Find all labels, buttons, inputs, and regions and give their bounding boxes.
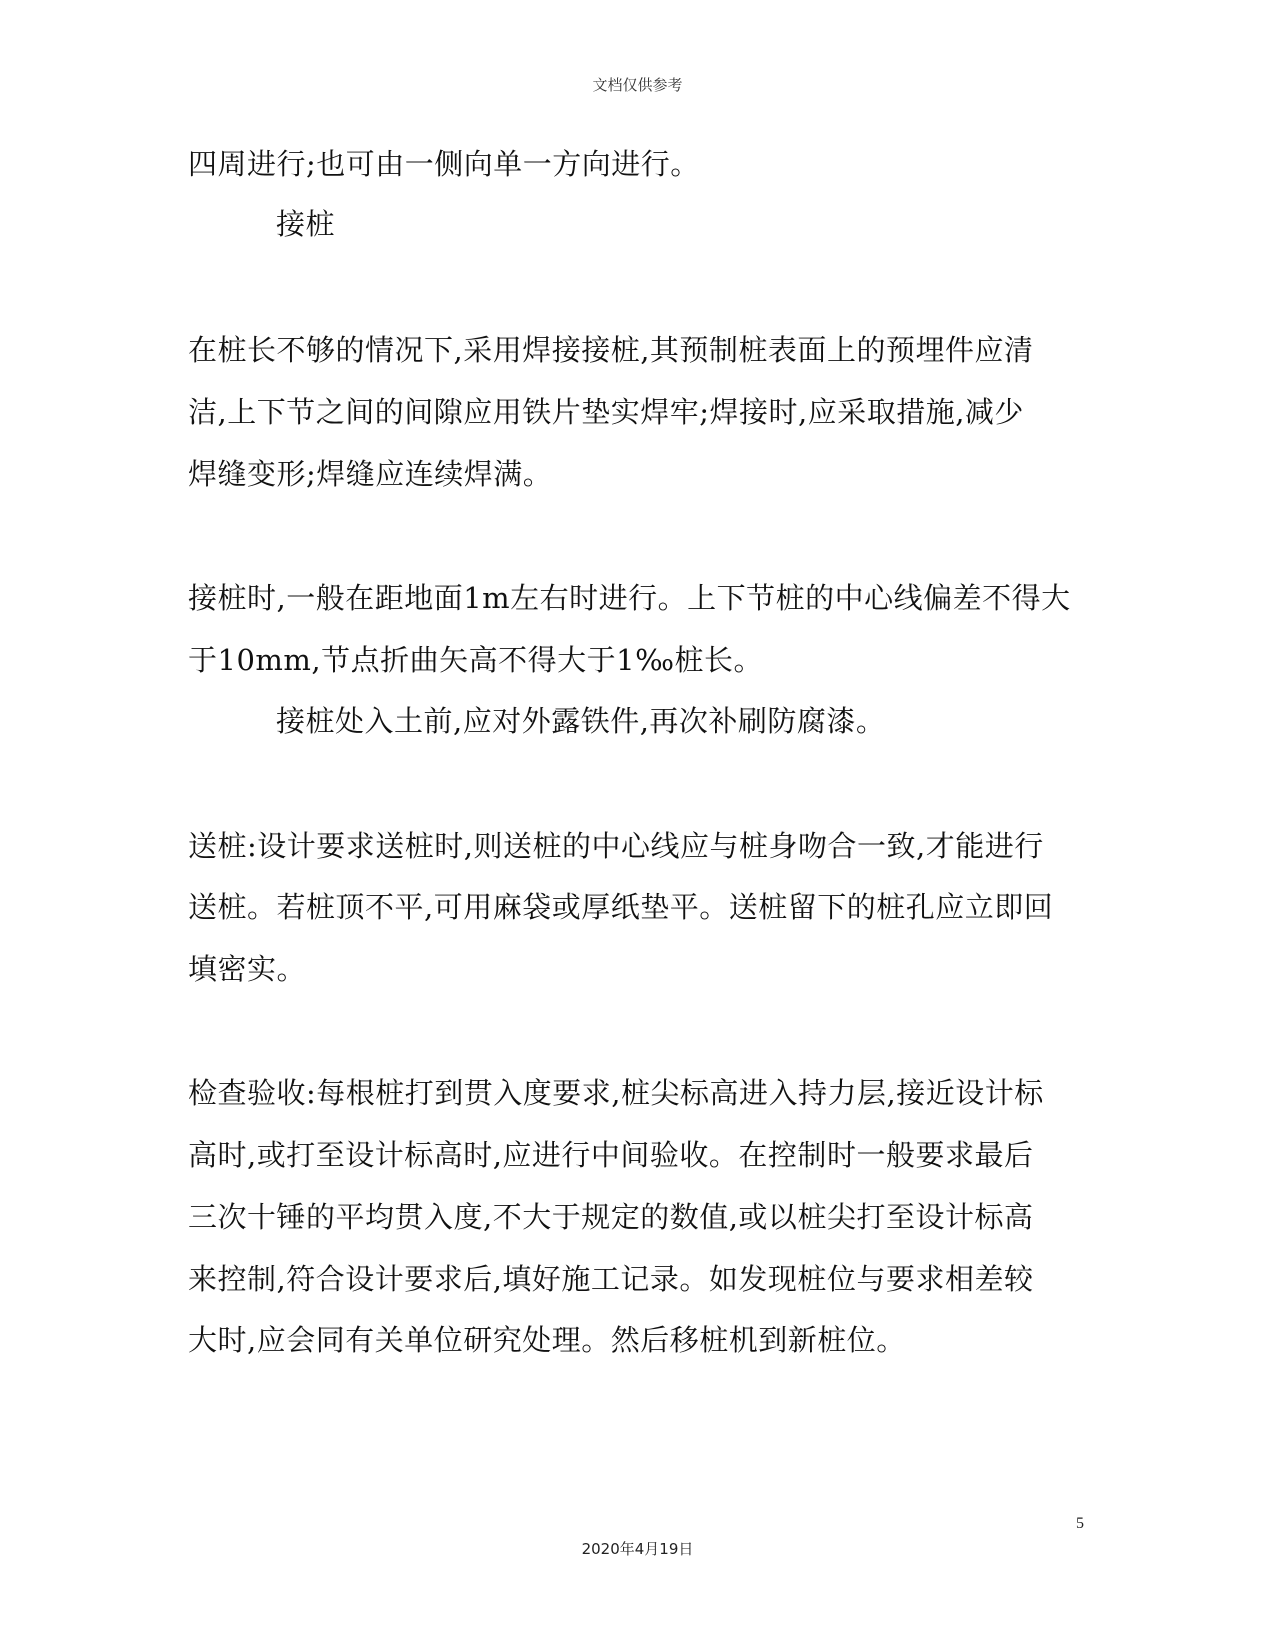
body-line: 三次十锤的平均贯入度,不大于规定的数值,或以桩尖打至设计标高 xyxy=(188,1200,1034,1234)
section-heading: 接桩 xyxy=(276,207,336,241)
body-line: 来控制,符合设计要求后,填好施工记录。如发现桩位与要求相差较 xyxy=(188,1262,1034,1296)
body-line: 送桩:设计要求送桩时,则送桩的中心线应与桩身吻合一致,才能进行 xyxy=(188,829,1044,863)
body-line: 大时,应会同有关单位研究处理。然后移桩机到新桩位。 xyxy=(188,1323,906,1357)
body-line: 四周进行;也可由一侧向单一方向进行。 xyxy=(188,147,700,181)
body-line: 接桩处入土前,应对外露铁件,再次补刷防腐漆。 xyxy=(276,704,886,738)
page-header: 文档仅供参考 xyxy=(592,76,683,94)
body-line: 检查验收:每根桩打到贯入度要求,桩尖标高进入持力层,接近设计标 xyxy=(188,1076,1044,1110)
body-line: 焊缝变形;焊缝应连续焊满。 xyxy=(188,457,553,491)
page-number: 5 xyxy=(1076,1515,1084,1532)
body-line: 在桩长不够的情况下,采用焊接接桩,其预制桩表面上的预埋件应清 xyxy=(188,333,1034,367)
body-line: 高时,或打至设计标高时,应进行中间验收。在控制时一般要求最后 xyxy=(188,1138,1034,1172)
body-line: 洁,上下节之间的间隙应用铁片垫实焊牢;焊接时,应采取措施,减少 xyxy=(188,395,1024,429)
body-line: 于10mm,节点折曲矢高不得大于1‰桩长。 xyxy=(188,643,763,677)
footer-date: 2020年4月19日 xyxy=(581,1540,694,1558)
body-line: 填密实。 xyxy=(188,952,307,986)
body-line: 接桩时,一般在距地面1m左右时进行。上下节桩的中心线偏差不得大 xyxy=(188,581,1071,615)
body-line: 送桩。若桩顶不平,可用麻袋或厚纸垫平。送桩留下的桩孔应立即回 xyxy=(188,890,1054,924)
